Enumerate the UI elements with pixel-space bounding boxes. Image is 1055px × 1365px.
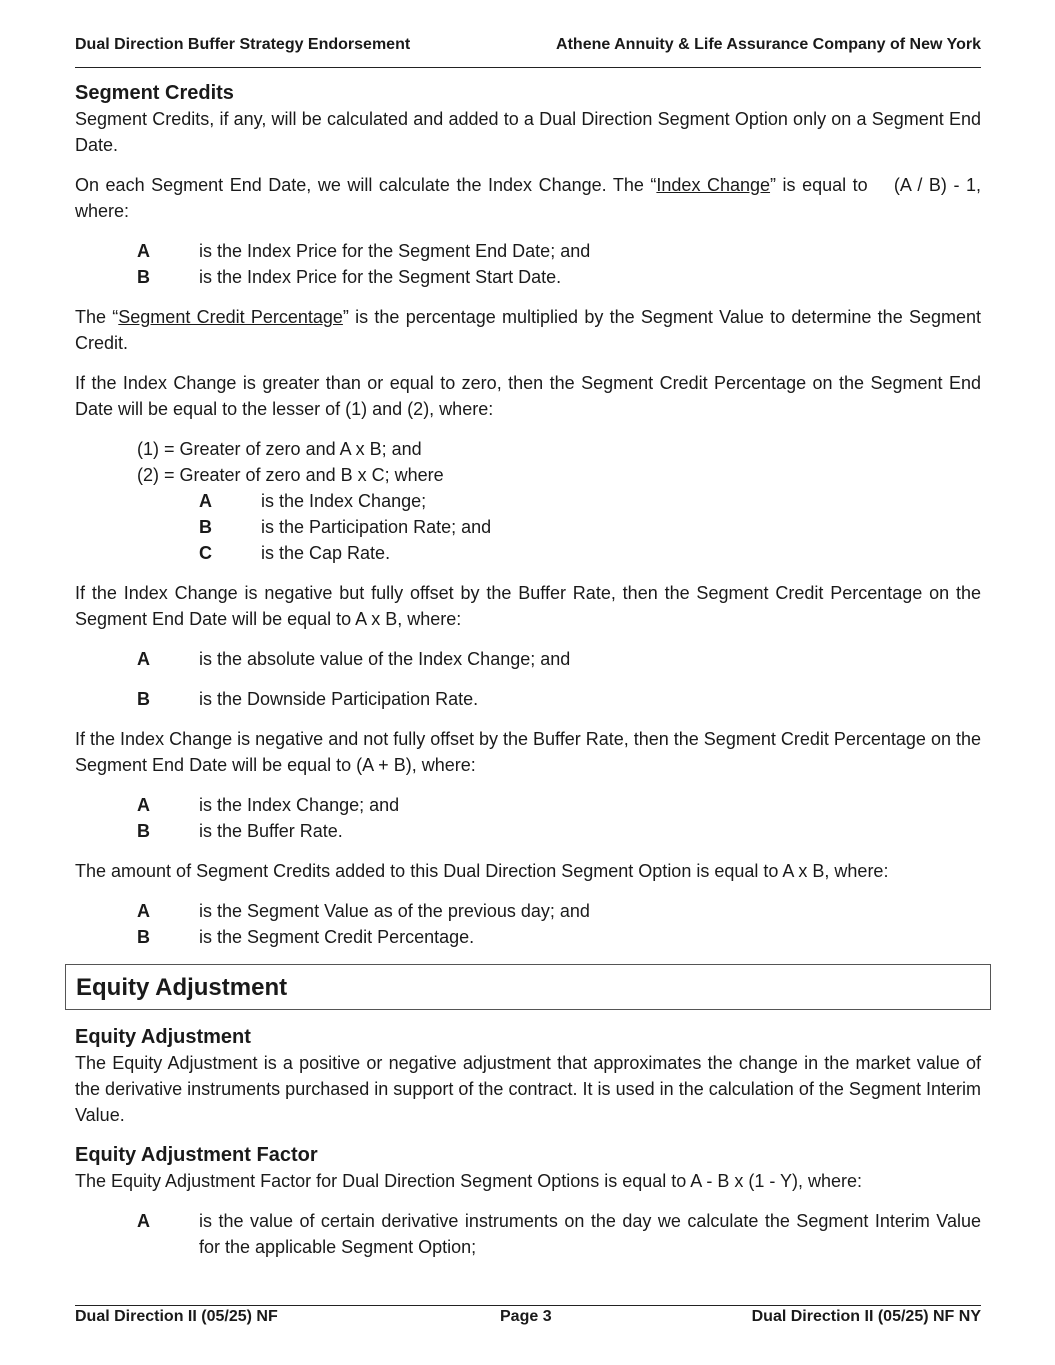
index-change-paragraph — [75, 172, 981, 224]
positive-change-definitions — [75, 488, 981, 566]
definition-item — [75, 898, 981, 924]
segment-credit-amount-definitions — [75, 898, 981, 950]
equity-factor-definitions — [75, 1208, 981, 1260]
definition-key: A — [137, 901, 150, 921]
not-fully-offset-definitions — [75, 792, 981, 844]
definition-key: A — [137, 649, 150, 669]
formula-two: (2) = Greater of zero and B x C; where — [137, 465, 444, 485]
definition-item — [75, 646, 981, 672]
definition-item — [75, 818, 981, 844]
equity-adjustment-factor-heading: Equity Adjustment Factor — [75, 1144, 318, 1166]
definition-key: B — [137, 927, 150, 947]
definition-item — [75, 238, 981, 264]
header-rule — [75, 67, 981, 68]
section-title-text: Equity Adjustment — [76, 974, 288, 1001]
definition-text: is the absolute value of the Index Change; and — [199, 649, 571, 669]
definition-item — [75, 514, 981, 540]
scp-post: ” is the percentage multiplied by the Segment Value to determine the Segment Credit. — [75, 307, 982, 353]
definition-text: is the Index Price for the Segment Start Date. — [199, 267, 562, 287]
index-change-pre: On each Segment End Date, we will calculate the Index Change. The “ — [75, 175, 657, 195]
definition-key: A — [137, 241, 150, 261]
equity-adjustment-text: The Equity Adjustment is a positive or negative adjustment that approximates the change in the market value of the derivative instruments purchased in support of the contract. It is used in the calculation of the Segment Interim Value. — [75, 1053, 981, 1125]
index-change-term: Index Change — [656, 175, 771, 195]
definition-key: B — [137, 821, 150, 841]
definition-key: A — [199, 491, 212, 511]
scp-term: Segment Credit Percentage — [118, 307, 343, 327]
definition-text: is the Buffer Rate. — [199, 821, 343, 841]
definition-key: B — [199, 517, 212, 537]
definition-text: is the Cap Rate. — [261, 543, 391, 563]
definition-item — [75, 792, 981, 818]
page-header — [75, 36, 981, 56]
index-change-post: ” is equal to (A / B) - 1, where: — [75, 175, 981, 221]
formula-one: (1) = Greater of zero and A x B; and — [137, 439, 422, 459]
header-left: Dual Direction Buffer Strategy Endorsement — [75, 36, 411, 53]
definition-text: is the Index Change; — [261, 491, 427, 511]
definition-item — [75, 488, 981, 514]
footer-right: Dual Direction II (05/25) NF NY — [751, 1308, 981, 1325]
definition-key: C — [199, 543, 212, 563]
equity-adjustment-heading: Equity Adjustment — [75, 1026, 251, 1048]
definition-text: is the Index Change; and — [199, 795, 400, 815]
scp-pre: The “ — [75, 307, 119, 327]
definition-item — [75, 924, 981, 950]
definition-key: A — [137, 795, 150, 815]
definition-text: is the Segment Credit Percentage. — [199, 927, 475, 947]
definition-text: is the value of certain derivative instruments on the day we calculate the Segment Interim Value for the applicable Segment Option; — [199, 1211, 981, 1257]
segment-credits-heading: Segment Credits — [75, 82, 234, 104]
definition-key: B — [137, 689, 150, 709]
segment-credit-percentage-paragraph — [75, 304, 981, 356]
page-footer — [75, 1308, 981, 1328]
definition-text: is the Participation Rate; and — [261, 517, 492, 537]
definition-key: B — [137, 267, 150, 287]
definition-item — [75, 686, 981, 712]
header-right: Athene Annuity & Life Assurance Company of New York — [556, 36, 981, 53]
definition-key: A — [137, 1211, 150, 1231]
equity-adjustment-factor-text: The Equity Adjustment Factor for Dual Direction Segment Options is equal to A - B x (1 - Y), where: — [75, 1171, 863, 1191]
segment-credit-amount-paragraph: The amount of Segment Credits added to this Dual Direction Segment Option is equal to A x B, where: — [75, 861, 889, 881]
not-fully-offset-paragraph: If the Index Change is negative and not fully offset by the Buffer Rate, then the Segment Credit Percentage on the Segment End Date will be equal to (A + B), where: — [75, 729, 981, 775]
definition-item — [75, 540, 981, 566]
definition-text: is the Downside Participation Rate. — [199, 689, 479, 709]
definition-item — [75, 264, 981, 290]
definition-item — [75, 1208, 981, 1260]
index-change-definitions — [75, 238, 981, 290]
footer-rule — [75, 1305, 981, 1306]
page-number: Page 3 — [500, 1308, 552, 1325]
page-content — [75, 80, 981, 1274]
equity-adjustment-section-title — [65, 964, 991, 1010]
positive-change-paragraph: If the Index Change is greater than or equal to zero, then the Segment Credit Percentage on the Segment End Date will be equal to the lesser of (1) and (2), where: — [75, 373, 981, 419]
fully-offset-paragraph: If the Index Change is negative but fully offset by the Buffer Rate, then the Segment Credit Percentage on the Segment End Date will be equal to A x B, where: — [75, 583, 981, 629]
definition-text: is the Index Price for the Segment End Date; and — [199, 241, 591, 261]
definition-text: is the Segment Value as of the previous day; and — [199, 901, 590, 921]
segment-credits-intro: Segment Credits, if any, will be calculated and added to a Dual Direction Segment Option only on a Segment End Date. — [75, 109, 981, 155]
footer-left: Dual Direction II (05/25) NF — [75, 1308, 278, 1325]
fully-offset-definitions — [75, 646, 981, 712]
